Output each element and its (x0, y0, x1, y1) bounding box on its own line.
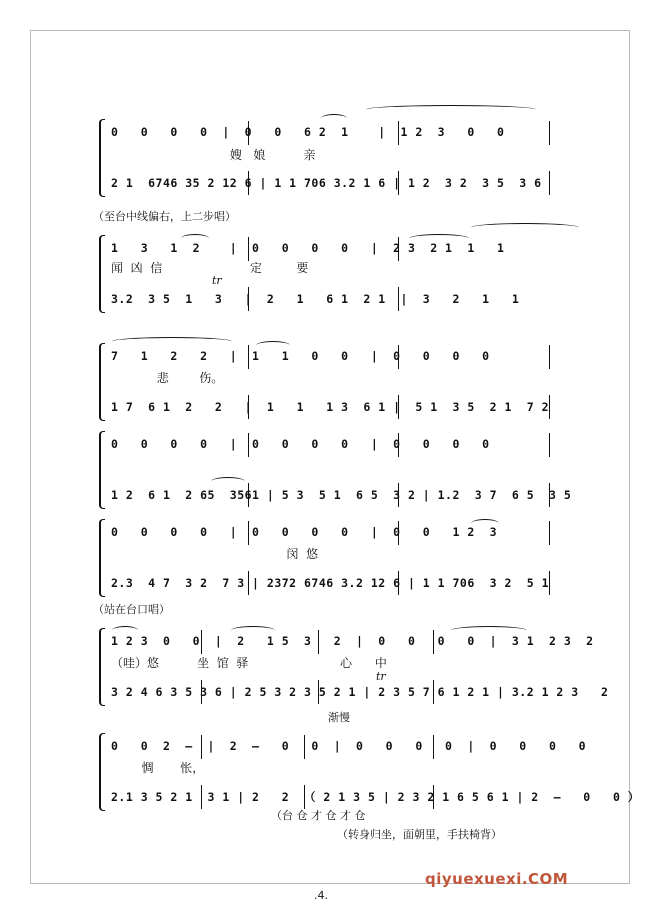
system-brace (99, 519, 105, 597)
accompaniment-line: 2.3 4 7 3 2 7 3 | 2372 6746 3.2 12 6 | 1 1 706 3 2 5 1 (111, 576, 549, 590)
trill-mark: tr (212, 274, 222, 287)
accompaniment-line: 1 7 6 1 2 2 | 1 1 1 3 6 1 | 5 1 3 5 2 1 7 2 (111, 400, 549, 414)
accompaniment-line: 1 2 6 1 2 65 3561 | 5 3 5 1 6 5 3 2 | 1.2 3 7 6 5 3 5 (111, 488, 572, 502)
stage-direction: （站在台口唱） (93, 603, 170, 616)
tie-arc (112, 337, 232, 346)
stage-direction: （转身归坐，面朝里，手扶椅背） (337, 828, 502, 841)
voice-line: 0 0 2 – | 2 – 0 0 | 0 0 0 0 | 0 0 0 0 (111, 739, 587, 753)
voice-line: 0 0 0 0 | 0 0 0 0 | 0 0 1 2 3 (111, 525, 498, 539)
score-system (111, 628, 609, 724)
tie-arc (366, 105, 536, 114)
voice-line: 0 0 0 0 | 0 0 6 2 1 | 1 2 3 0 0 (111, 125, 505, 139)
system-brace (99, 343, 105, 421)
voice-line: 1 3 1 2 | 0 0 0 0 | 2 3 2 1 1 1 (111, 241, 505, 255)
system-brace (99, 235, 105, 313)
trill-mark: tr (376, 670, 386, 683)
barline (549, 571, 550, 595)
accompaniment-line: 3.2 3 5 1 3 | 2 1 6 1 2 1 | 3 2 1 1 (111, 292, 520, 306)
lyric-line: 嫂 娘 亲 (146, 148, 316, 162)
score-system (111, 733, 640, 829)
system-brace (99, 628, 105, 706)
barline (549, 121, 550, 145)
lyric-line: 闻 凶 信 定 要 (111, 261, 309, 275)
watermark: qiyuexuexi.COM (425, 870, 569, 888)
voice-line: 1 2 3 0 0 | 2 1 5 3 2 | 0 0 0 0 | 3 1 2 3 2 (111, 634, 594, 648)
score-system (111, 235, 581, 331)
accompaniment-line: 2.1 3 5 2 1 3 1 | 2 2 （ 2 1 3 5 | 2 3 2 1 6 5 6 1 | 2 – 0 0 ） (111, 790, 640, 804)
accompaniment-line: 2 1 6746 35 2 12 6 | 1 1 706 3.2 1 6 | 1 2 3 2 3 5 3 6 (111, 176, 542, 190)
score-system (111, 343, 581, 439)
barline (549, 395, 550, 419)
percussion-line: （台 仓 才 仓 才 仓 (271, 809, 366, 822)
barline (549, 521, 550, 545)
tempo-marking: 渐慢 (328, 711, 350, 724)
system-brace (99, 119, 105, 197)
barline (549, 171, 550, 195)
voice-line: 0 0 0 0 | 0 0 0 0 | 0 0 0 0 (111, 437, 490, 451)
accompaniment-line: 3 2 4 6 3 5 3 6 | 2 5 3 2 3 5 2 1 | 2 3 5 7 6 1 2 1 | 3.2 1 2 3 2 (111, 685, 609, 699)
lyric-line: 悲 伤。 (111, 371, 224, 385)
system-brace (99, 431, 105, 509)
score-system (111, 119, 581, 219)
stage-direction: （至台中线偏右，上二步唱） (93, 210, 236, 223)
system-brace (99, 733, 105, 811)
lyric-line: 闵 悠 (111, 547, 319, 561)
tie-arc (471, 223, 579, 232)
barline (549, 345, 550, 369)
lyric-line: （哇）悠 坐 馆 驿 心 中 (111, 656, 387, 670)
tie-arc (211, 477, 245, 486)
voice-line: 7 1 2 2 | 1 1 0 0 | 0 0 0 0 (111, 349, 490, 363)
barline (549, 433, 550, 457)
score-page (30, 30, 640, 902)
lyric-line: 惆 怅， (111, 761, 205, 775)
tie-arc (321, 114, 347, 123)
page-number: .4. (314, 889, 328, 902)
score-system (111, 431, 581, 527)
score-system (111, 519, 581, 615)
